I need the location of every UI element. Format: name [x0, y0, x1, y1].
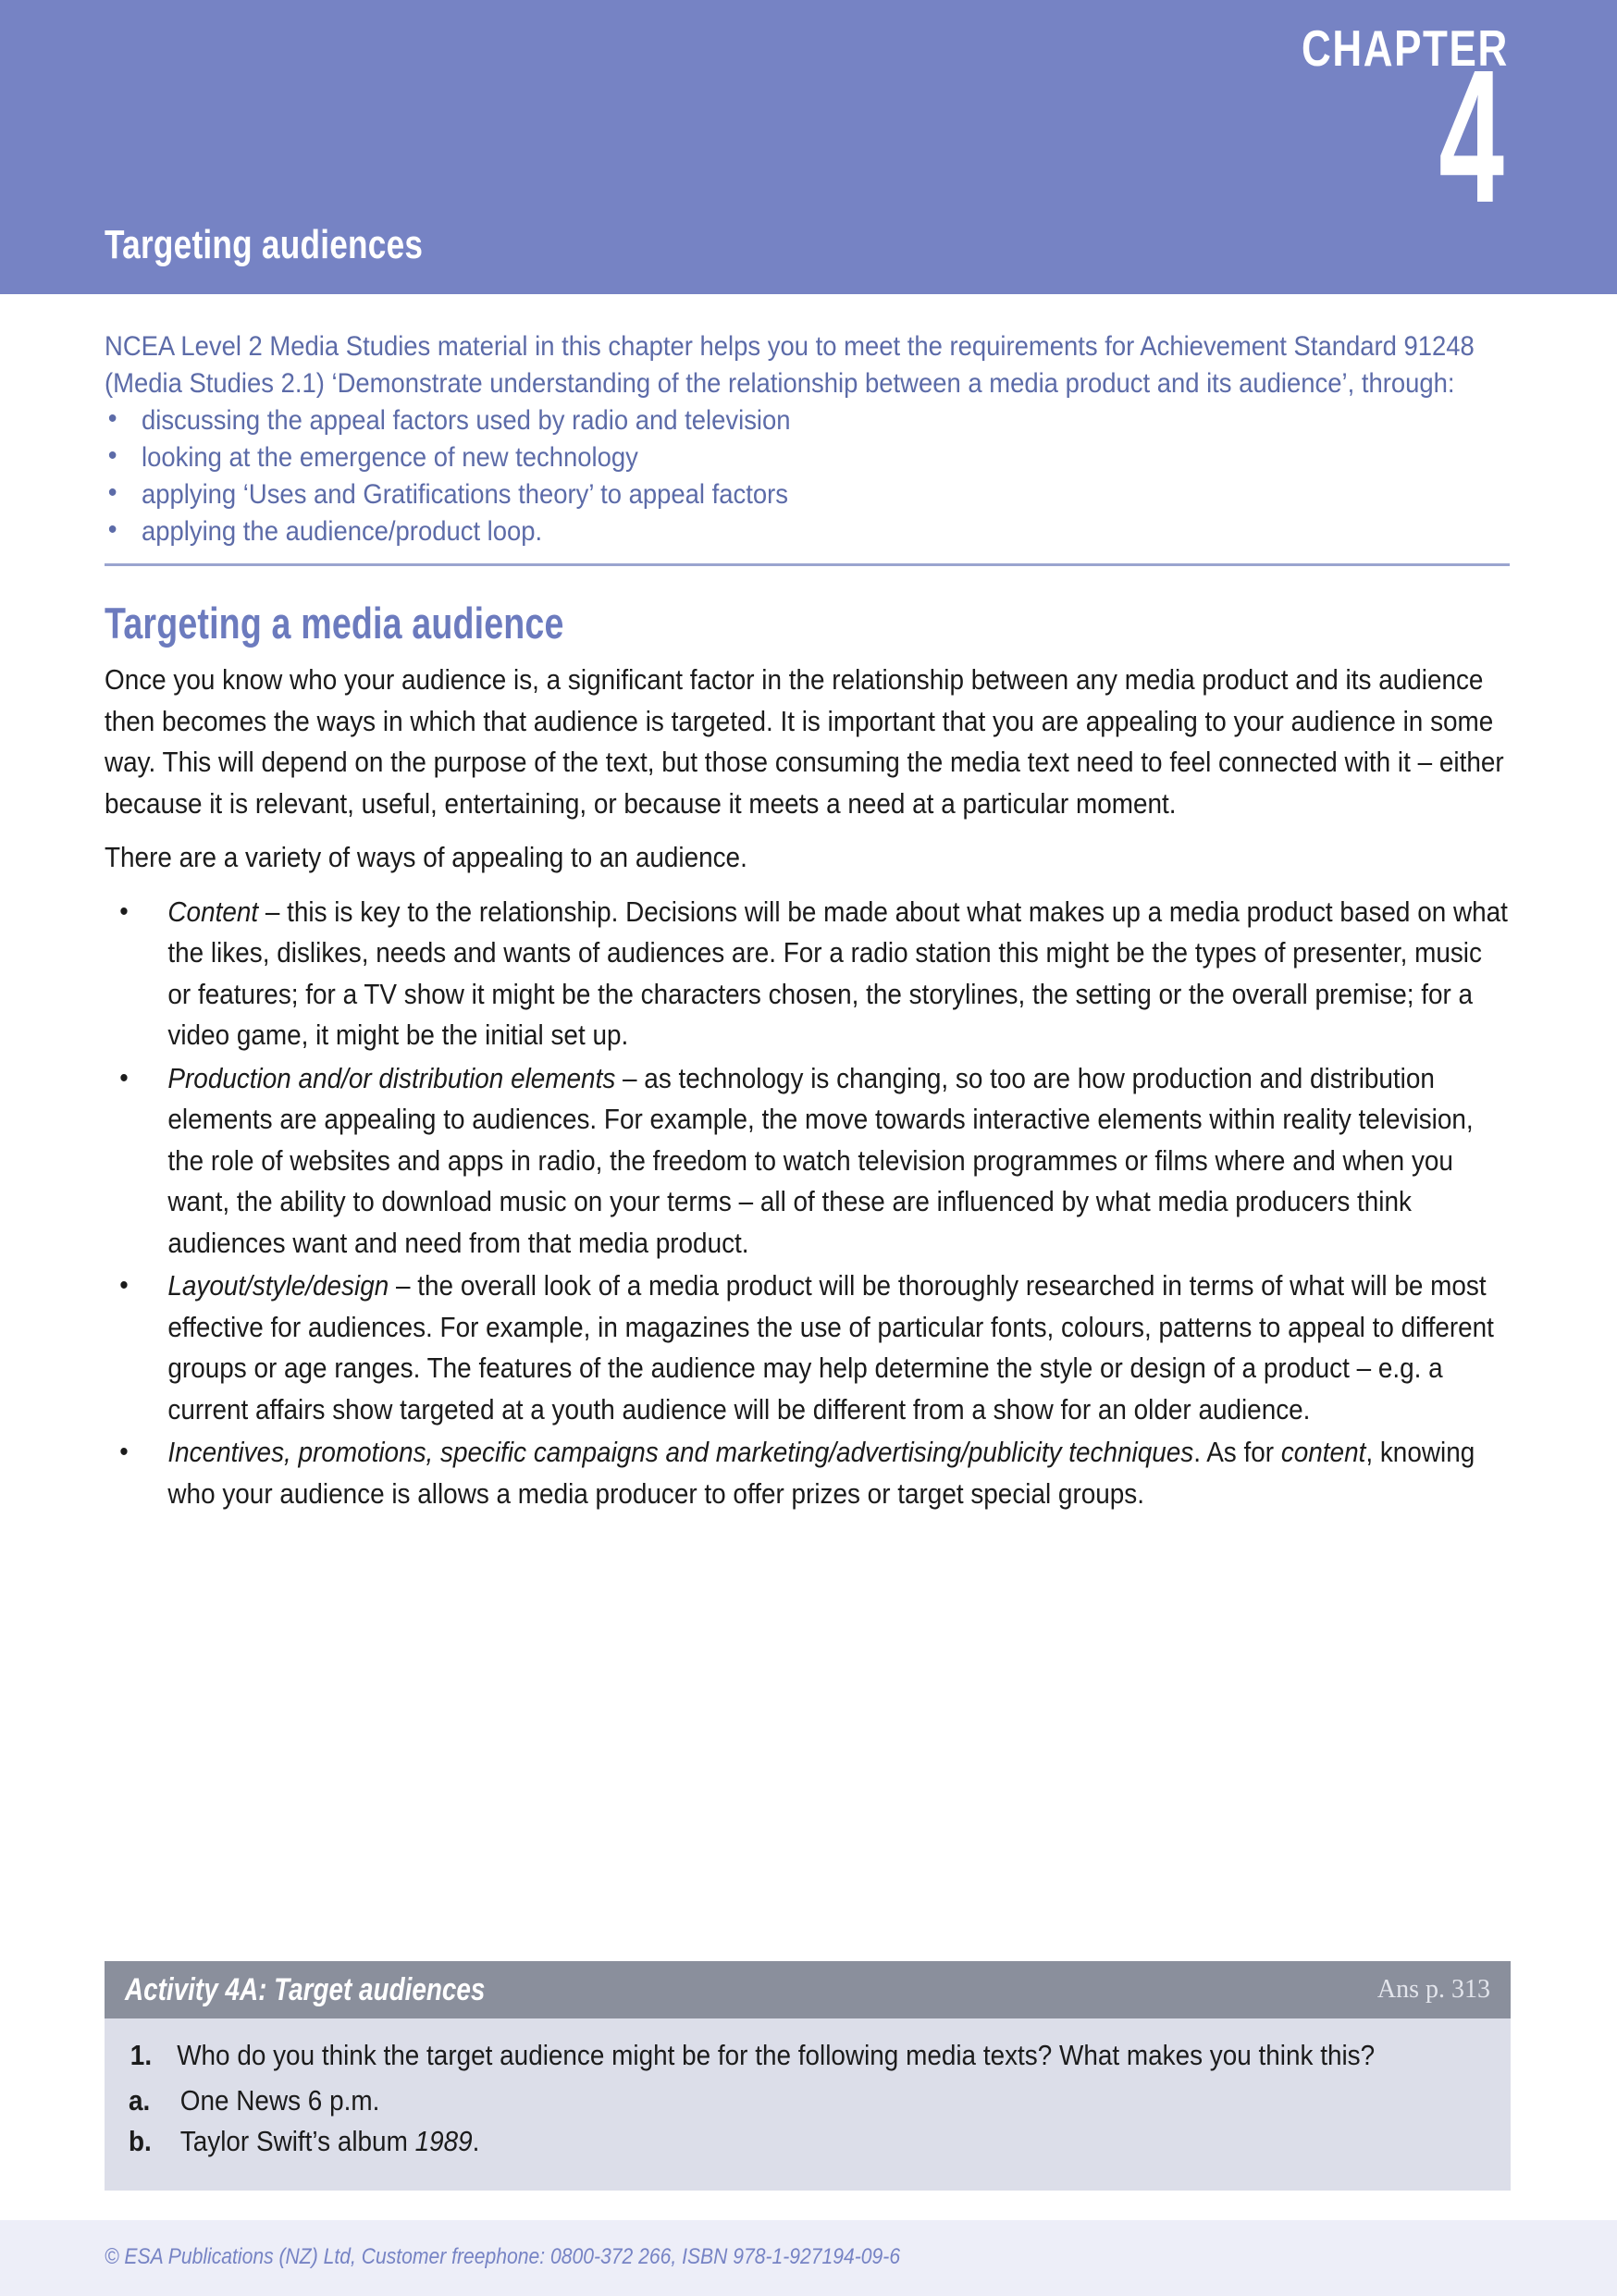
bullet-icon: •: [119, 1270, 129, 1301]
appeal-term: Content: [167, 895, 259, 928]
chapter-title: Targeting audiences: [105, 222, 424, 267]
section-heading: Targeting a media audience: [105, 599, 564, 648]
sub-item-text-tail: .: [472, 2125, 480, 2157]
activity-box: [105, 1961, 1511, 2191]
appeal-description: . As for: [1193, 1436, 1281, 1468]
sub-item-label: a.: [129, 2083, 151, 2117]
list-item: [105, 892, 1512, 1056]
standards-intro-list: [105, 402, 1507, 550]
standards-intro-paragraph: NCEA Level 2 Media Studies material in this chapter helps you to meet the requirements for Achievement Standard 91248 (Media Studies 2.1) ‘Demonstrate understanding of the relationship between a media product and its audience’, through:: [105, 331, 1475, 399]
standards-intro: [105, 328, 1507, 550]
bullet-icon: •: [107, 477, 117, 508]
chapter-header-band: [0, 0, 1617, 294]
section-paragraph-1: Once you know who your audience is, a significant factor in the relationship between any media product and its audience then becomes the ways in which that audience is targeted. It is important that you are appealing to your audience in some way. This will depend on the purpose of the text, but those consuming the media text need to feel connected with it – either because it is relevant, useful, entertaining, or because it meets a need at a particular moment.: [105, 663, 1504, 820]
activity-body: [105, 2018, 1511, 2191]
list-item: [105, 1058, 1512, 1265]
activity-answer-reference: Ans p. 313: [1376, 1975, 1490, 2004]
section-paragraph-2: There are a variety of ways of appealing to an audience.: [105, 841, 747, 873]
appeal-description: – as technology is changing, so too are how production and distribution elements are appealing to audiences. For example, the move towards interactive elements within reality television, the role of websites and apps in radio, the freedom to watch television programmes or films where and when you want, the ability to download music on your terms – all of these are influenced by what media producers think audiences want and need from that media product.: [167, 1061, 1474, 1259]
appeal-term-inline: content: [1280, 1436, 1366, 1468]
appeal-description: – the overall look of a media product will be thoroughly researched in terms of what will be most effective for audiences. For example, in magazines the use of particular fonts, colours, patterns to appeal to different groups or age ranges. The features of the audience may help determine the style or design of a product – e.g. a current affairs show targeted at a youth audience will be different from a show for an older audience.: [167, 1269, 1494, 1426]
section-divider: [105, 563, 1510, 566]
list-item: [105, 1432, 1512, 1514]
activity-question: [129, 2035, 1542, 2077]
list-item-label: looking at the emergence of new technology: [141, 442, 638, 473]
appeal-term: Layout/style/design: [167, 1269, 389, 1302]
sub-item-text: Taylor Swift’s album: [179, 2125, 415, 2157]
appeal-term: Incentives, promotions, specific campaigns and marketing/advertising/publicity techniques: [167, 1436, 1194, 1468]
bullet-icon: •: [119, 1062, 129, 1093]
list-item: [129, 2121, 1351, 2163]
list-item-label: applying the audience/product loop.: [141, 516, 543, 547]
bullet-icon: •: [107, 440, 117, 471]
appeal-factors-list: [105, 892, 1512, 1515]
list-item: [129, 2080, 1351, 2122]
bullet-icon: •: [119, 895, 129, 927]
list-item-label: discussing the appeal factors used by radio and television: [141, 405, 791, 436]
page-footer: [0, 2220, 1617, 2296]
appeal-description: – this is key to the relationship. Decisions will be made about what makes up a media product based on what the likes, dislikes, needs and wants of audiences are. For a radio station this might be the types of presenter, music or features; for a TV show it might be the characters chosen, the storylines, the setting or the overall premise; for a video game, it might be the initial set up.: [167, 895, 1508, 1051]
sub-item-label: b.: [129, 2125, 152, 2157]
appeal-term: Production and/or distribution elements: [167, 1061, 616, 1094]
question-number: 1.: [130, 2039, 153, 2071]
chapter-number: 4: [1438, 31, 1504, 242]
bullet-icon: •: [107, 403, 117, 434]
list-item: [105, 439, 1507, 476]
page-body: [105, 328, 1511, 1516]
bullet-icon: •: [107, 514, 117, 545]
sub-item-title-italic: 1989: [414, 2125, 473, 2157]
appeal-description-tail: , knowing who your audience is allows a media producer to offer prizes or target special groups.: [167, 1436, 1475, 1510]
sub-item-text: One News 6 p.m.: [179, 2083, 380, 2117]
list-item: [105, 513, 1507, 550]
chapter-word-label: CHAPTER: [1302, 19, 1509, 77]
list-item: [105, 1265, 1512, 1430]
activity-title: Activity 4A: Target audiences: [125, 1971, 486, 2007]
activity-header: [105, 1961, 1511, 2018]
section-body: [105, 660, 1512, 1514]
question-text: Who do you think the target audience might be for the following media texts? What makes you think this?: [177, 2039, 1376, 2071]
bullet-icon: •: [119, 1437, 129, 1467]
list-item: [105, 402, 1507, 439]
list-item: [105, 476, 1507, 513]
footer-copyright: © ESA Publications (NZ) Ltd, Customer freephone: 0800-372 266, ISBN 978-1-927194-09-6: [105, 2244, 901, 2269]
list-item-label: applying ‘Uses and Gratifications theory’ to appeal factors: [141, 479, 788, 510]
activity-sub-items: [129, 2080, 1487, 2163]
